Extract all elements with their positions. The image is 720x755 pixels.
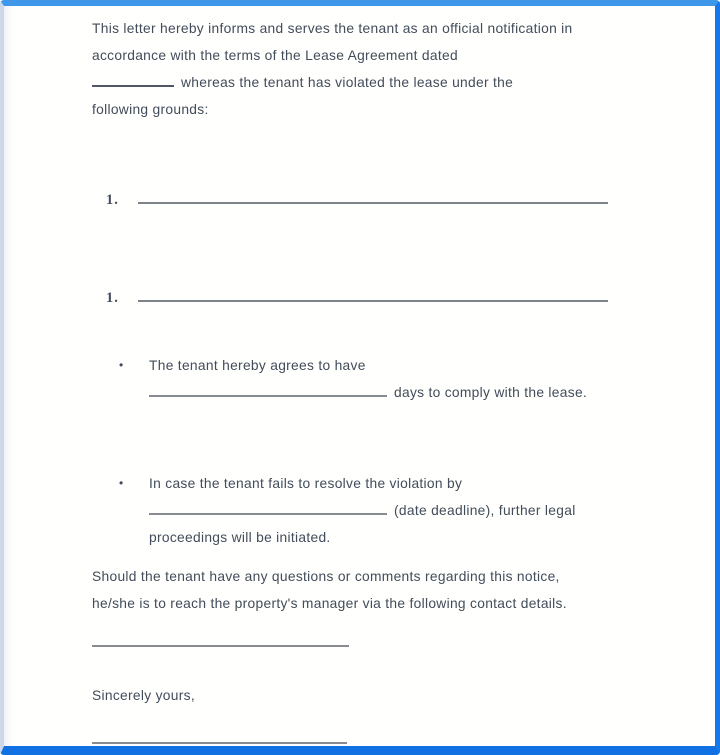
intro-line-1: This letter hereby informs and serves the tenant as an official notification in [92, 21, 573, 36]
violation-ground-item-2 [92, 286, 655, 308]
deadline-line-1: In case the tenant fails to resolve the violation by [149, 476, 463, 491]
bullet-marker-icon: • [119, 358, 124, 372]
compliance-line-2-text: days to comply with the lease. [394, 385, 588, 400]
deadline-line-2-text: (date deadline), further legal [394, 503, 576, 518]
violation-ground-blank-2 [138, 286, 608, 302]
contact-details-blank [92, 633, 349, 647]
intro-line-3 [92, 69, 655, 96]
intro-line-3-text: whereas the tenant has violated the lease under the [181, 75, 514, 90]
signature-blank [92, 730, 347, 744]
bullet-deadline-text [149, 470, 576, 551]
intro-line-2: accordance with the terms of the Lease Agreement dated [92, 48, 458, 63]
signoff-text: Sincerely yours, [92, 688, 195, 703]
violation-ground-item-1 [92, 188, 655, 210]
days-to-comply-blank [149, 383, 387, 397]
bullet-marker-icon: • [119, 476, 124, 490]
violation-ground-blank-1 [138, 188, 608, 204]
date-deadline-blank [149, 501, 387, 515]
deadline-line-2 [149, 497, 576, 524]
item-2-number: 1. [106, 290, 119, 306]
item-1-number: 1. [106, 192, 119, 208]
closing-line-1: Should the tenant have any questions or comments regarding this notice, [92, 569, 560, 584]
closing-paragraph [92, 563, 655, 617]
lease-date-blank [92, 73, 174, 87]
compliance-line-1: The tenant hereby agrees to have [149, 358, 366, 373]
deadline-line-3: proceedings will be initiated. [149, 530, 331, 545]
letter-body [4, 6, 715, 744]
intro-paragraph [92, 15, 655, 123]
bullet-deadline [92, 470, 655, 551]
bullet-compliance-days [92, 352, 655, 406]
compliance-line-2 [149, 379, 587, 406]
closing-line-2: he/she is to reach the property's manager via the following contact details. [92, 596, 567, 611]
intro-line-4: following grounds: [92, 102, 209, 117]
bullet-compliance-text [149, 352, 587, 406]
